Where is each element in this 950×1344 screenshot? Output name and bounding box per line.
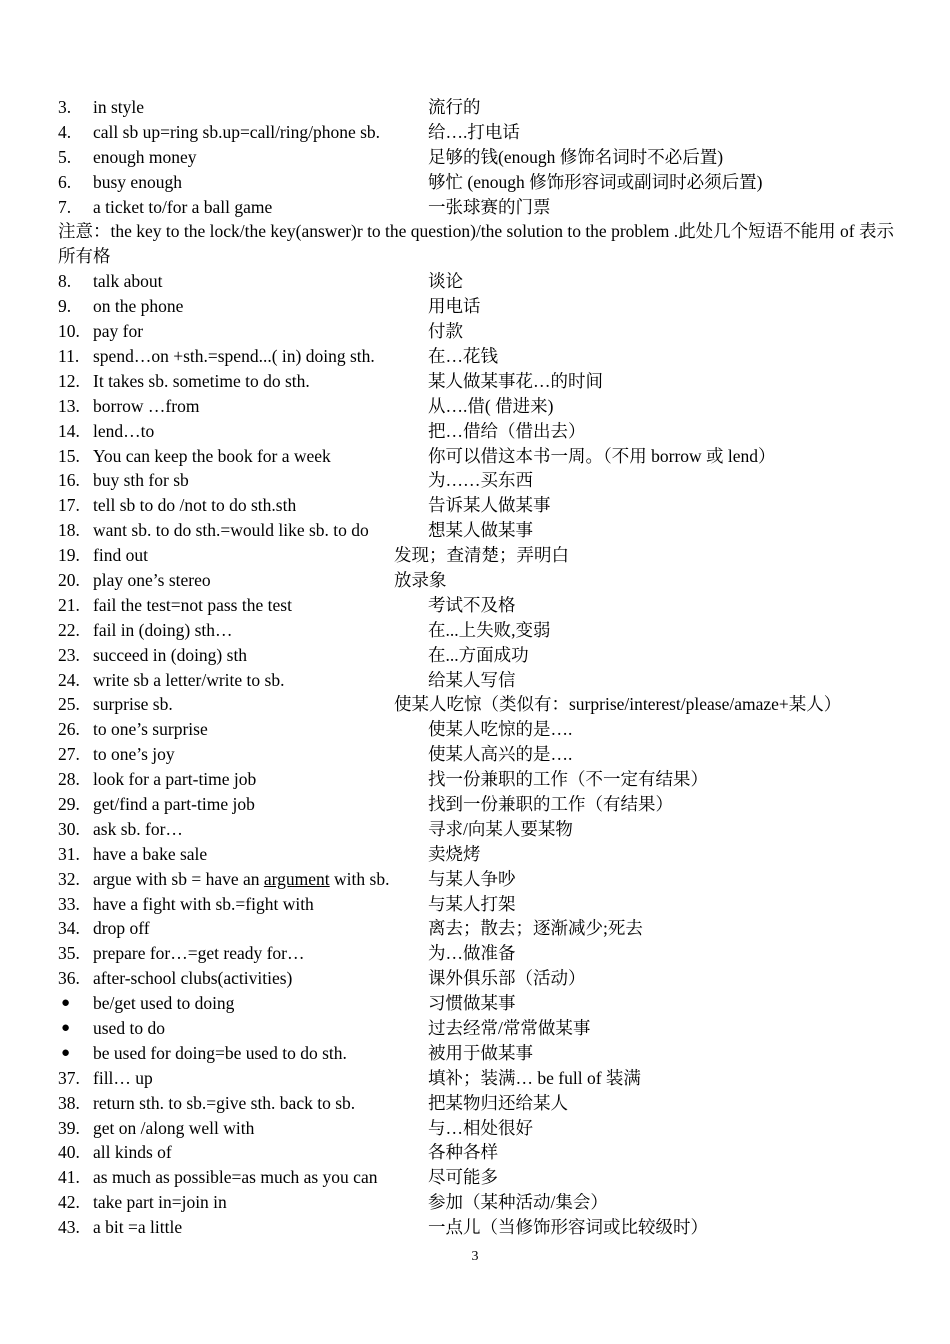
list-item [58, 568, 918, 593]
item-number: 24. [58, 669, 80, 690]
list-item [58, 344, 918, 369]
chinese-meaning: 与…相处很好 [428, 1117, 533, 1138]
list-item [58, 966, 918, 991]
english-phrase: a ticket to/for a ball game [93, 196, 273, 217]
chinese-meaning: 使某人高兴的是…. [428, 744, 573, 765]
bullet-icon: ● [61, 1044, 71, 1061]
list-item [58, 95, 918, 120]
item-number: 30. [58, 818, 80, 839]
english-phrase: want sb. to do sth.=would like sb. to do [93, 520, 369, 541]
english-phrase: all kinds of [93, 1142, 172, 1163]
english-phrase: lend…to [93, 420, 155, 441]
chinese-meaning: 被用于做某事 [428, 1042, 533, 1063]
english-phrase: on the phone [93, 296, 184, 317]
item-number: 43. [58, 1217, 80, 1238]
item-number: 35. [58, 943, 80, 964]
chinese-meaning: 使某人吃惊（类似有：surprise/interest/please/amaze+某人） [394, 694, 842, 715]
list-item [58, 1140, 918, 1165]
list-item [58, 867, 918, 892]
english-phrase: call sb up=ring sb.up=call/ring/phone sb. [93, 121, 381, 142]
list-item [58, 1066, 918, 1091]
english-phrase: find out [93, 545, 148, 566]
english-phrase: fill… up [93, 1067, 153, 1088]
item-number: 5. [58, 146, 72, 167]
item-number: 22. [58, 619, 80, 640]
english-phrase: in style [93, 97, 145, 117]
list-item [58, 1116, 918, 1141]
chinese-meaning: 一张球赛的门票 [428, 196, 551, 217]
item-number: 27. [58, 744, 80, 765]
english-phrase: spend…on +sth.=spend...( in) doing sth. [93, 345, 375, 366]
english-phrase: look for a part-time job [93, 769, 257, 790]
item-number: 33. [58, 893, 80, 914]
chinese-meaning: 填补；装满… be full of 装满 [428, 1067, 641, 1088]
list-item [58, 269, 918, 294]
chinese-meaning: 发现；查清楚；弄明白 [394, 545, 569, 566]
chinese-meaning: 找一份兼职的工作（不一定有结果） [428, 769, 708, 790]
list-item [58, 717, 918, 742]
english-phrase: used to do [93, 1017, 165, 1038]
chinese-meaning: 付款 [428, 321, 463, 342]
item-number: 40. [58, 1142, 80, 1163]
item-number: 29. [58, 793, 80, 814]
list-item [58, 593, 918, 618]
item-number: 32. [58, 868, 80, 889]
english-phrase: borrow …from [93, 395, 200, 416]
bullet-icon: ● [61, 1019, 71, 1036]
phrase-part: argue with sb = have an [93, 868, 264, 889]
english-phrase: succeed in (doing) sth [93, 644, 248, 665]
list-item [58, 817, 918, 842]
item-number: 17. [58, 495, 80, 516]
item-number: 20. [58, 569, 80, 590]
list-item [58, 120, 918, 145]
chinese-meaning: 把…借给（借出去） [428, 420, 586, 441]
list-item [58, 1165, 918, 1190]
chinese-meaning: 在…花钱 [428, 345, 498, 366]
list-item [58, 394, 918, 419]
item-number: 36. [58, 968, 80, 989]
english-phrase: fail the test=not pass the test [93, 594, 292, 615]
note-paragraph: 注意：the key to the lock/the key(answer)r to the question)/the solution to the problem .此处几个短语不能用 of 表示所有格 [58, 221, 894, 267]
chinese-meaning: 卖烧烤 [428, 843, 481, 864]
chinese-meaning: 告诉某人做某事 [428, 495, 551, 516]
chinese-meaning: 考试不及格 [428, 594, 516, 615]
phrase-part: with sb. [329, 868, 390, 889]
list-item [58, 692, 918, 717]
chinese-meaning: 参加（某种活动/集会） [428, 1192, 608, 1213]
english-phrase: take part in=join in [93, 1192, 227, 1213]
chinese-meaning: 各种各样 [428, 1142, 498, 1163]
list-item [58, 444, 918, 469]
list-item [58, 842, 918, 867]
english-phrase: fail in (doing) sth… [93, 619, 233, 640]
chinese-meaning: 找到一份兼职的工作（有结果） [428, 793, 673, 814]
chinese-meaning: 你可以借这本书一周。（不用 borrow 或 lend） [428, 445, 776, 466]
english-phrase: as much as possible=as much as you can [93, 1167, 378, 1188]
bullet-item [58, 1041, 918, 1066]
chinese-meaning: 用电话 [428, 296, 481, 317]
english-phrase: to one’s surprise [93, 719, 208, 740]
chinese-meaning: 与某人争吵 [428, 868, 516, 889]
item-number: 18. [58, 520, 80, 541]
chinese-meaning: 在...上失败,变弱 [428, 619, 551, 640]
item-number: 37. [58, 1067, 80, 1088]
bullet-icon: ● [61, 995, 71, 1012]
list-item [58, 1215, 918, 1240]
phrase-list [58, 95, 918, 1240]
list-item [58, 493, 918, 518]
list-item [58, 319, 918, 344]
list-item [58, 419, 918, 444]
item-number: 38. [58, 1092, 80, 1113]
list-item [58, 468, 918, 493]
list-item [58, 369, 918, 394]
english-phrase: drop off [93, 918, 150, 939]
item-number: 26. [58, 719, 80, 740]
chinese-meaning: 一点儿（当修饰形容词或比较级时） [428, 1217, 708, 1238]
bullet-item [58, 1016, 918, 1041]
item-number: 13. [58, 395, 80, 416]
english-phrase: get/find a part-time job [93, 793, 255, 814]
english-phrase: surprise sb. [93, 694, 173, 715]
chinese-meaning: 与某人打架 [428, 893, 516, 914]
item-number: 7. [58, 196, 72, 217]
item-number: 4. [58, 121, 72, 142]
item-number: 21. [58, 594, 80, 615]
underlined-word: argument [263, 868, 330, 889]
chinese-meaning: 习惯做某事 [428, 993, 516, 1014]
chinese-meaning: 想某人做某事 [428, 520, 533, 541]
list-item [58, 792, 918, 817]
list-item [58, 518, 918, 543]
list-item [58, 145, 918, 170]
item-number: 3. [58, 97, 72, 117]
chinese-meaning: 谈论 [428, 271, 463, 292]
list-item [58, 1190, 918, 1215]
item-number: 12. [58, 370, 80, 391]
item-number: 42. [58, 1192, 80, 1213]
english-phrase: You can keep the book for a week [93, 445, 331, 466]
item-number: 15. [58, 445, 80, 466]
chinese-meaning: 为…做准备 [428, 943, 516, 964]
english-phrase: talk about [93, 271, 163, 292]
chinese-meaning: 给某人写信 [428, 669, 516, 690]
item-number: 6. [58, 171, 72, 192]
item-number: 16. [58, 470, 80, 491]
list-item [58, 543, 918, 568]
list-item [58, 742, 918, 767]
chinese-meaning: 把某物归还给某人 [428, 1092, 568, 1113]
list-item [58, 618, 918, 643]
chinese-meaning: 寻求/向某人要某物 [428, 818, 573, 839]
list-item [58, 294, 918, 319]
list-item [58, 170, 918, 195]
list-item [58, 1091, 918, 1116]
chinese-meaning: 课外俱乐部（活动） [428, 968, 586, 989]
english-phrase: after-school clubs(activities) [93, 968, 293, 989]
english-phrase: enough money [93, 146, 197, 167]
chinese-meaning: 从….借( 借进来) [428, 395, 554, 416]
english-phrase: write sb a letter/write to sb. [93, 669, 285, 690]
english-phrase: have a bake sale [93, 843, 208, 864]
english-phrase: be/get used to doing [93, 993, 235, 1014]
chinese-meaning: 足够的钱(enough 修饰名词时不必后置) [428, 146, 724, 167]
chinese-meaning: 在...方面成功 [428, 644, 529, 665]
list-item [58, 892, 918, 917]
bullet-item [58, 991, 918, 1016]
list-item [58, 767, 918, 792]
item-number: 34. [58, 918, 80, 939]
english-phrase [93, 867, 389, 892]
english-phrase: pay for [93, 321, 144, 342]
chinese-meaning: 流行的 [428, 97, 481, 117]
chinese-meaning: 放录象 [394, 569, 447, 590]
english-phrase: ask sb. for… [93, 818, 183, 839]
english-phrase: a bit =a little [93, 1217, 183, 1238]
item-number: 28. [58, 769, 80, 790]
english-phrase: It takes sb. sometime to do sth. [93, 370, 310, 391]
list-item [58, 916, 918, 941]
item-number: 19. [58, 545, 80, 566]
item-number: 8. [58, 271, 72, 292]
english-phrase: prepare for…=get ready for… [93, 943, 305, 964]
item-number: 23. [58, 644, 80, 665]
english-phrase: be used for doing=be used to do sth. [93, 1042, 347, 1063]
chinese-meaning: 够忙 (enough 修饰形容词或副词时必须后置) [428, 171, 763, 192]
chinese-meaning: 给….打电话 [428, 121, 520, 142]
chinese-meaning: 离去；散去；逐渐减少;死去 [428, 918, 643, 939]
item-number: 25. [58, 694, 80, 715]
english-phrase: return sth. to sb.=give sth. back to sb. [93, 1092, 356, 1113]
item-number: 11. [58, 345, 80, 366]
chinese-meaning: 过去经常/常常做某事 [428, 1017, 591, 1038]
chinese-meaning: 尽可能多 [428, 1167, 498, 1188]
page-number: 3 [471, 1249, 479, 1264]
item-number: 31. [58, 843, 80, 864]
list-item [58, 643, 918, 668]
item-number: 41. [58, 1167, 80, 1188]
chinese-meaning: 为……买东西 [428, 470, 533, 491]
list-item [58, 668, 918, 693]
list-item [58, 941, 918, 966]
item-number: 10. [58, 321, 80, 342]
english-phrase: busy enough [93, 171, 182, 192]
list-item [58, 195, 918, 220]
item-number: 39. [58, 1117, 80, 1138]
english-phrase: get on /along well with [93, 1117, 255, 1138]
english-phrase: have a fight with sb.=fight with [93, 893, 314, 914]
english-phrase: to one’s joy [93, 744, 175, 765]
chinese-meaning: 使某人吃惊的是…. [428, 719, 573, 740]
english-phrase: play one’s stereo [93, 569, 211, 590]
item-number: 9. [58, 296, 72, 317]
english-phrase: tell sb to do /not to do sth.sth [93, 495, 297, 516]
item-number: 14. [58, 420, 80, 441]
english-phrase: buy sth for sb [93, 470, 189, 491]
chinese-meaning: 某人做某事花…的时间 [428, 370, 603, 391]
